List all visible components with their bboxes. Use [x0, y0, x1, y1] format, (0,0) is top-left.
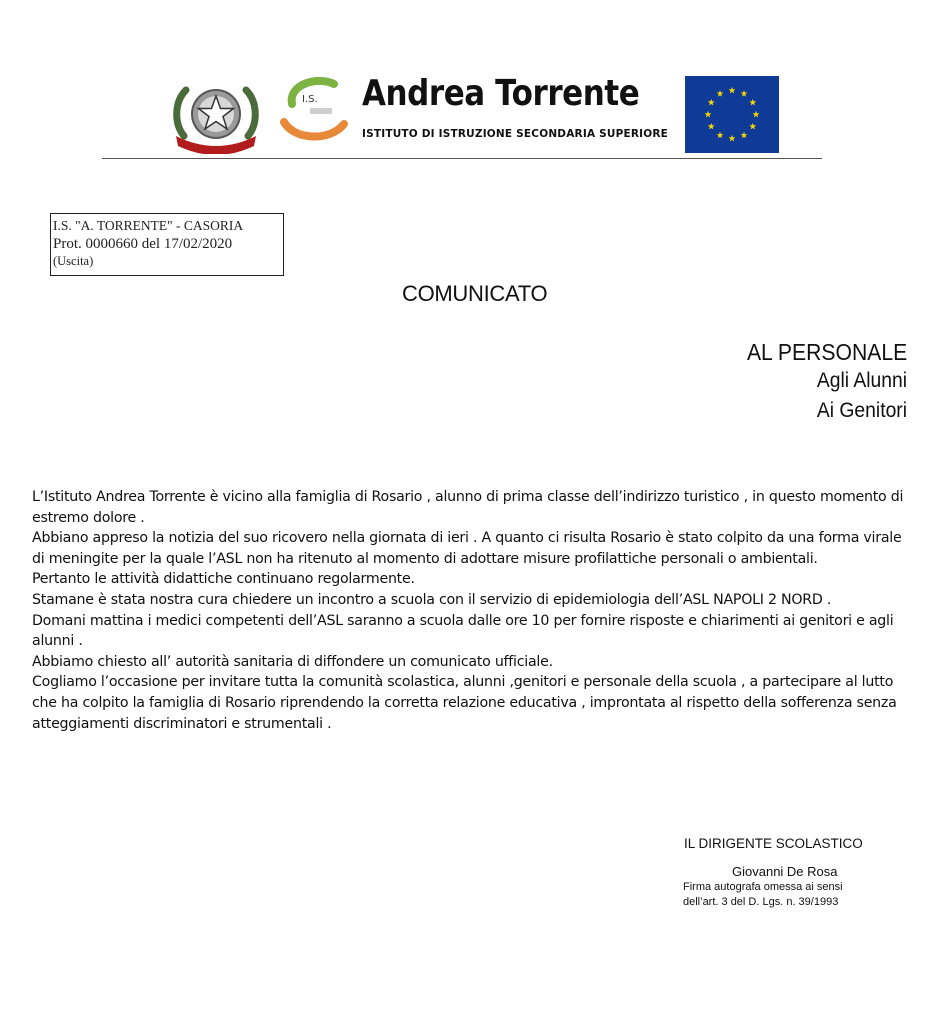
header-divider [102, 158, 822, 159]
recipient-staff: AL PERSONALE [746, 339, 907, 365]
school-name: Andrea Torrente [362, 73, 640, 114]
italian-republic-emblem-icon [170, 74, 262, 154]
protocol-stamp [50, 213, 284, 276]
body-paragraph: Stamane è stata nostra cura chiedere un incontro a scuola con il servizio di epidemiologia dell’ASL NAPOLI 2 NORD . [32, 591, 832, 608]
protocol-direction: (Uscita) [53, 254, 94, 268]
body-paragraph: Pertanto le attività didattiche continuano regolarmente. [32, 571, 415, 588]
signature-note: dell’art. 3 del D. Lgs. n. 39/1993 [683, 896, 839, 908]
school-logo-icon [274, 70, 354, 150]
recipient-parents: Ai Genitori [816, 399, 907, 422]
document-title: COMUNICATO [402, 281, 548, 306]
body-text [32, 487, 912, 734]
signatory-title: IL DIRIGENTE SCOLASTICO [684, 836, 863, 851]
recipient-students: Agli Alunni [816, 369, 907, 392]
body-paragraph: L’Istituto Andrea Torrente è vicino alla famiglia di Rosario , alunno di prima classe dell’indirizzo turistico , in questo momento di estremo dolore . [32, 489, 904, 526]
body-paragraph: Domani mattina i medici competenti dell’ASL saranno a scuola dalle ore 10 per fornire risposte e chiarimenti ai genitori e agli alunni . [32, 612, 894, 650]
protocol-institute: I.S. "A. TORRENTE" - CASORIA [53, 218, 244, 233]
body-paragraph: Cogliamo l’occasione per invitare tutta la comunità scolastica, alunni ,genitori e personale della scuola , a partecipare al lutto che ha colpito la famiglia di Rosario riprendendo la corretta relazione educativa , improntata al rispetto della sofferenza senza atteggiamenti discriminatori e strumentali . [32, 674, 897, 732]
signature-note: Firma autografa omessa ai sensi [683, 881, 843, 893]
protocol-number: Prot. 0000660 del 17/02/2020 [53, 236, 233, 252]
eu-flag-icon [685, 76, 779, 153]
body-paragraph: Abbiano appreso la notizia del suo ricovero nella giornata di ieri . A quanto ci risulta Rosario è stato colpito da una forma virale di meningite per la quale l’ASL non ha ritenuto al momento di adottare misure profilattiche personali o ambientali. [32, 530, 902, 567]
school-subtitle: ISTITUTO DI ISTRUZIONE SECONDARIA SUPERIORE [362, 128, 669, 140]
body-paragraph: Abbiamo chiesto all’ autorità sanitaria di diffondere un comunicato ufficiale. [32, 653, 553, 670]
signatory-name: Giovanni De Rosa [732, 864, 838, 879]
school-logo-text: I.S. [302, 94, 318, 105]
